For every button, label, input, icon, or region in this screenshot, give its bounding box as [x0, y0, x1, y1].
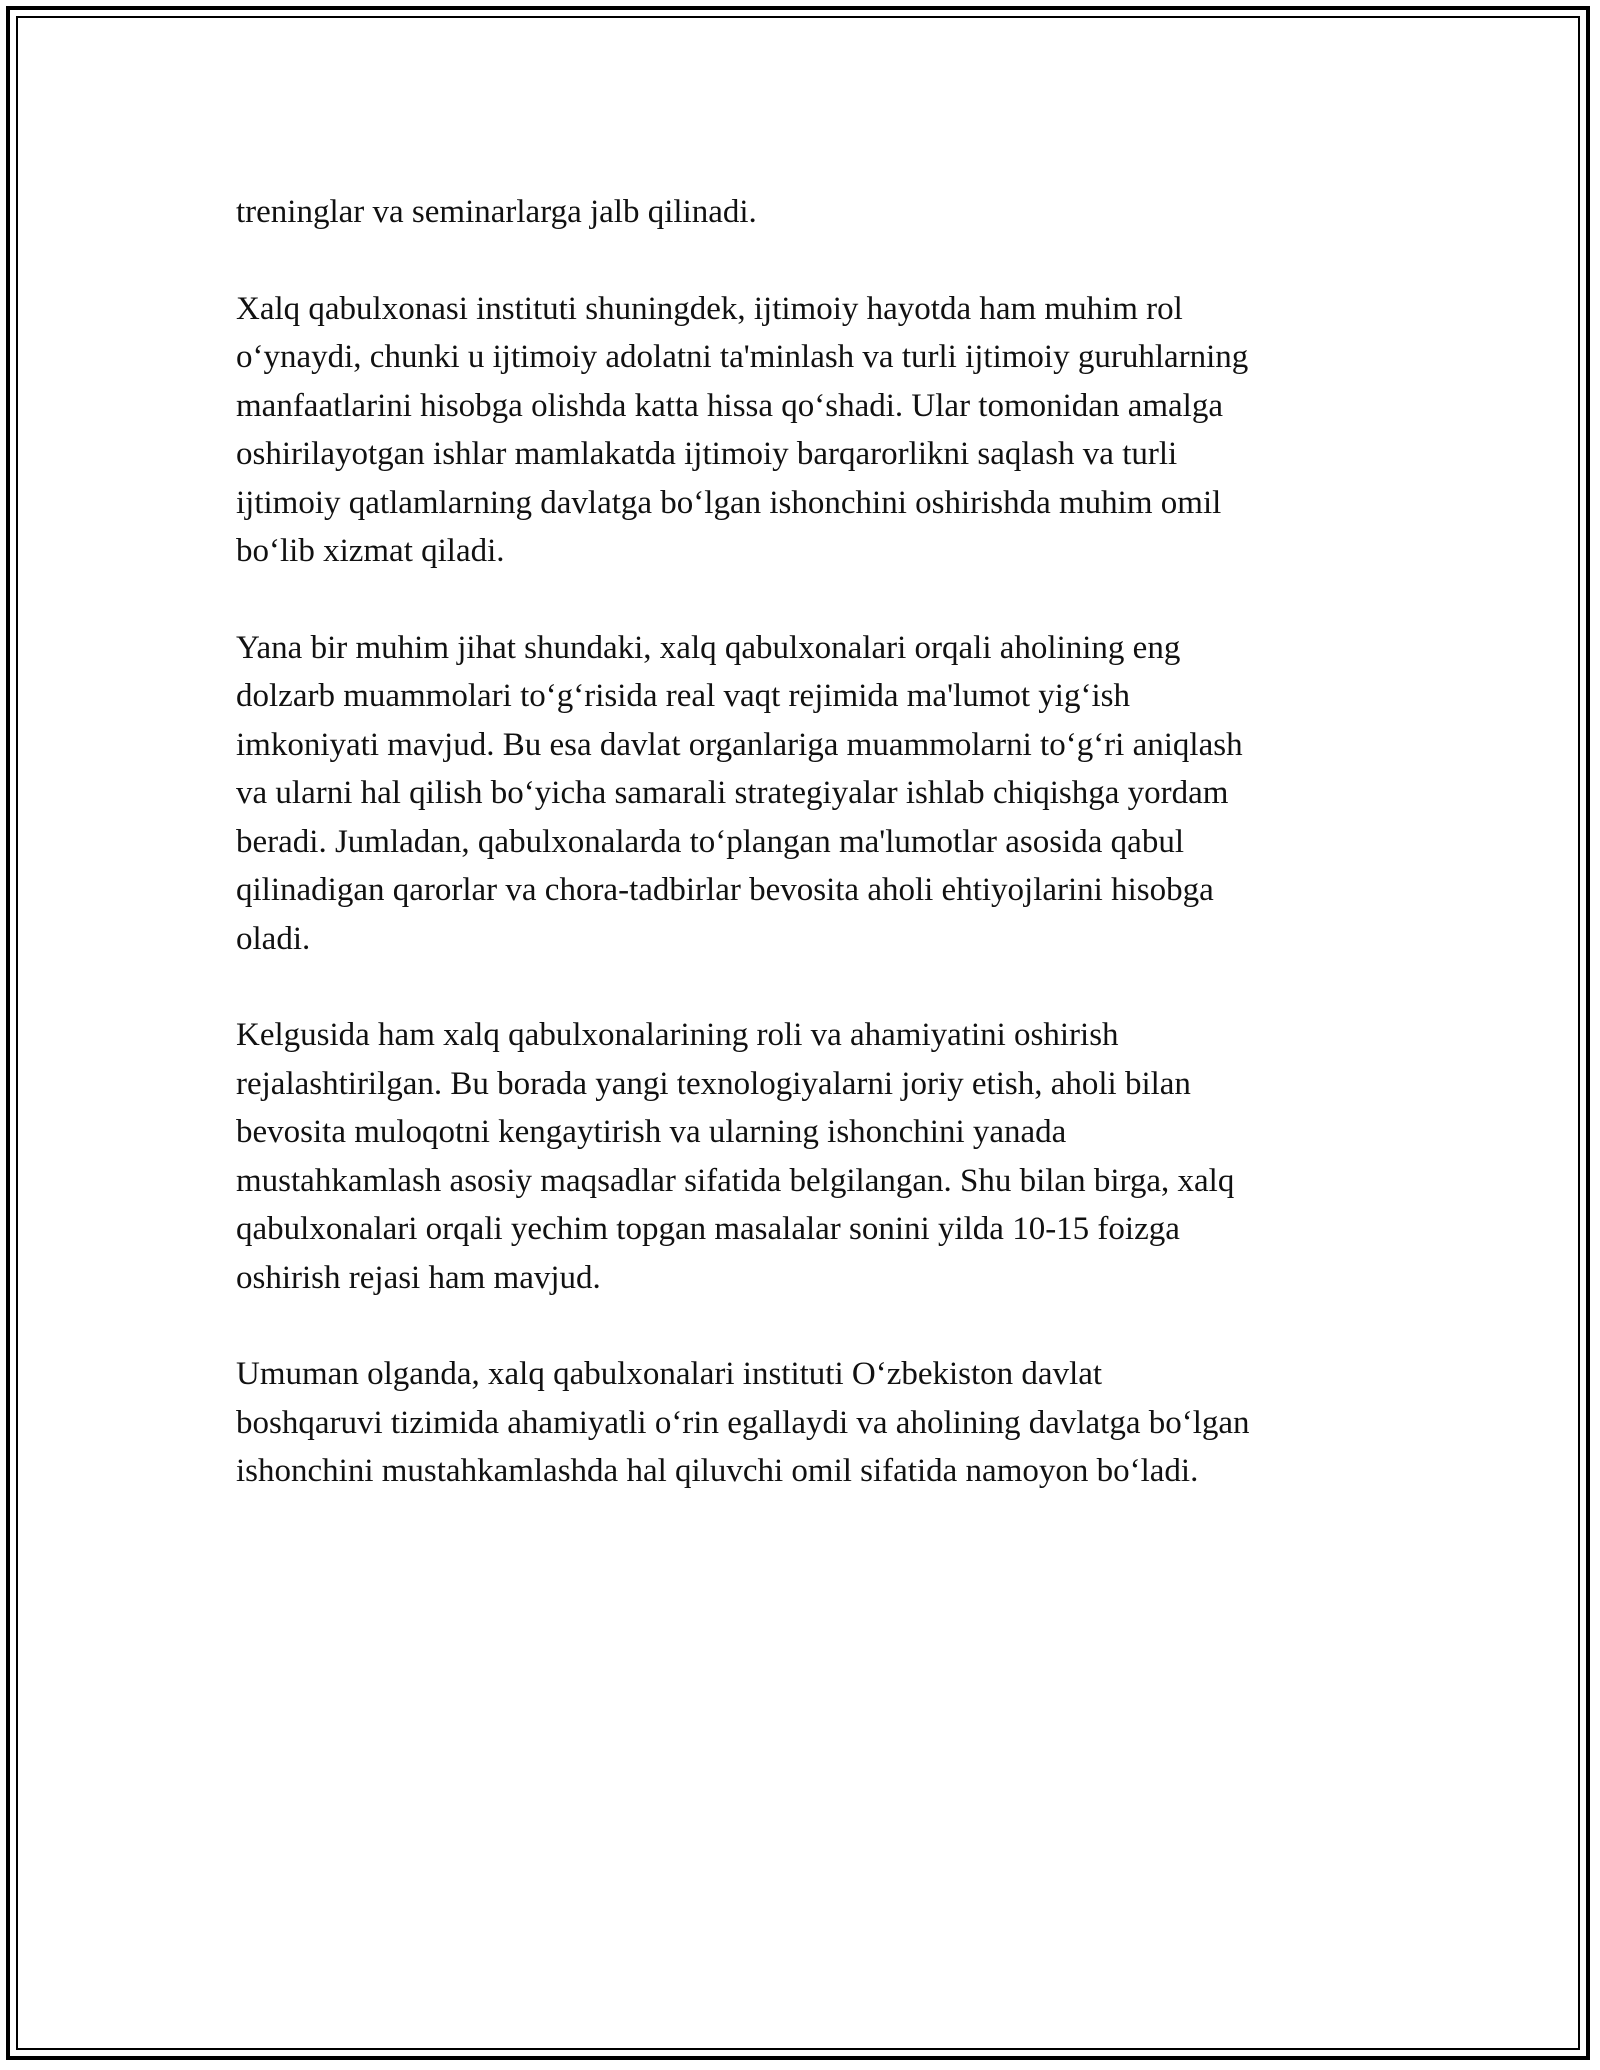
text-line: boshqaruvi tizimida ahamiyatli o‘rin egallaydi va aholining davlatga bo‘lgan — [236, 1404, 1250, 1441]
text-line: oladi. — [236, 920, 311, 957]
paragraph — [236, 188, 1376, 237]
paragraph — [236, 624, 1376, 964]
text-line: treninglar va seminarlarga jalb qilinadi. — [236, 194, 757, 230]
text-line: oshirish rejasi ham mavjud. — [236, 1259, 601, 1296]
text-line: Yana bir muhim jihat shundaki, xalq qabulxonalari orqali aholining eng — [236, 629, 1181, 666]
text-line: imkoniyati mavjud. Bu esa davlat organlariga muammolarni to‘g‘ri aniqlash — [236, 726, 1243, 763]
text-line: ishonchini mustahkamlashda hal qiluvchi omil sifatida namoyon bo‘ladi. — [236, 1453, 1199, 1489]
text-line: rejalashtirilgan. Bu borada yangi texnologiyalarni joriy etish, aholi bilan — [236, 1065, 1191, 1102]
text-line: dolzarb muammolari to‘g‘risida real vaqt rejimida ma'lumot yig‘ish — [236, 678, 1130, 714]
paragraph — [236, 285, 1376, 576]
text-line: va ularni hal qilish bo‘yicha samarali strategiyalar ishlab chiqishga yordam — [236, 775, 1229, 811]
text-line: o‘ynaydi, chunki u ijtimoiy adolatni ta'minlash va turli ijtimoiy guruhlarning — [236, 339, 1249, 375]
text-line: manfaatlarini hisobga olishda katta hissa qo‘shadi. Ular tomonidan amalga — [236, 387, 1223, 424]
text-line: mustahkamlash asosiy maqsadlar sifatida belgilangan. Shu bilan birga, xalq — [236, 1162, 1235, 1199]
text-line: oshirilayotgan ishlar mamlakatda ijtimoiy barqarorlikni saqlash va turli — [236, 436, 1178, 472]
text-line: Xalq qabulxonasi instituti shuningdek, ijtimoiy hayotda ham muhim rol — [236, 290, 1183, 327]
text-line: bo‘lib xizmat qiladi. — [236, 533, 505, 569]
text-line: Kelgusida ham xalq qabulxonalarining roli va ahamiyatini oshirish — [236, 1017, 1119, 1053]
document-body — [236, 188, 1376, 1496]
text-line: beradi. Jumladan, qabulxonalarda to‘plangan ma'lumotlar asosida qabul — [236, 823, 1184, 860]
text-line: qabulxonalari orqali yechim topgan masalalar sonini yilda 10-15 foizga — [236, 1211, 1180, 1247]
text-line: ijtimoiy qatlamlarning davlatga bo‘lgan ishonchini oshirishda muhim omil — [236, 484, 1222, 521]
paragraph — [236, 1350, 1376, 1496]
paragraph — [236, 1011, 1376, 1302]
text-line: Umuman olganda, xalq qabulxonalari instituti O‘zbekiston davlat — [236, 1356, 1103, 1392]
text-line: qilinadigan qarorlar va chora-tadbirlar bevosita aholi ehtiyojlarini hisobga — [236, 872, 1214, 908]
text-line: bevosita muloqotni kengaytirish va ularning ishonchini yanada — [236, 1114, 1067, 1150]
